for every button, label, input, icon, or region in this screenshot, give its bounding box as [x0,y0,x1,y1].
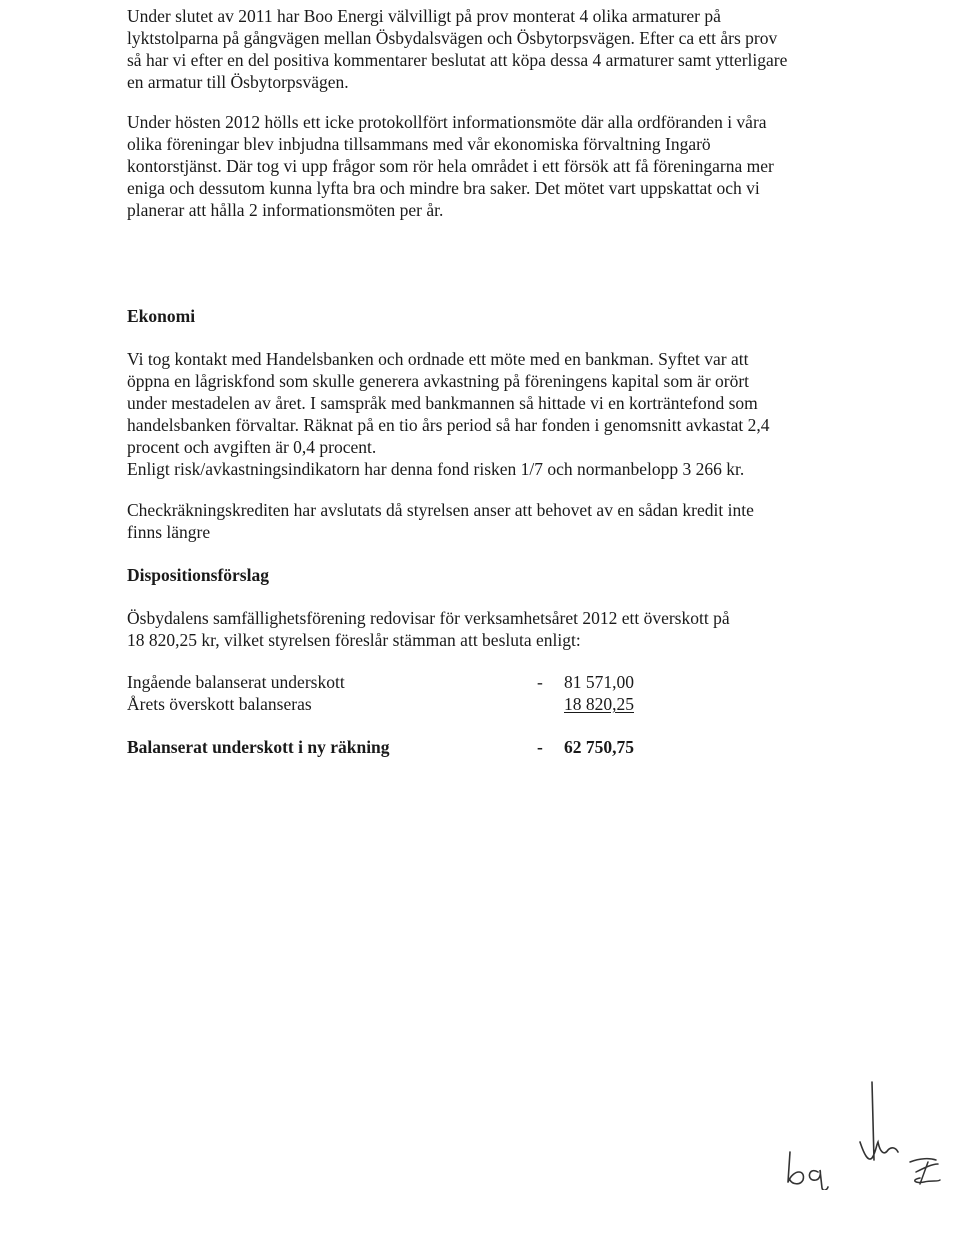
balance-amount: 18 820,25 [564,694,634,714]
text-line: procent och avgiften är 0,4 procent. [127,437,377,457]
text-line: kontorstjänst. Där tog vi upp frågor som rör hela området i ett försök att få föreningarna mer [127,156,774,176]
text-line: Enligt risk/avkastningsindikatorn har denna fond risken 1/7 och normanbelopp 3 266 kr. [127,459,745,479]
balance-total-label: Balanserat underskott i ny räkning [127,737,390,757]
text-line: under mestadelen av året. I samspråk med bankmannen så hittade vi en korträntefond som [127,393,758,413]
paragraph-lighting [127,5,867,93]
balance-total-amount: 62 750,75 [564,737,634,757]
text-line: Checkräkningskrediten har avslutats då styrelsen anser att behovet av en sådan kredit inte [127,500,754,520]
balance-row [127,693,687,715]
handwritten-signatures [760,1080,950,1190]
text-line: Ösbydalens samfällighetsförening redovisar för verksamhetsåret 2012 ett överskott på [127,608,730,628]
text-line: Under slutet av 2011 har Boo Energi välvilligt på prov monterat 4 olika armaturer på [127,6,721,26]
text-line: 18 820,25 kr, vilket styrelsen föreslår stämman att besluta enligt: [127,630,581,650]
paragraph-information-meeting [127,111,867,221]
balance-table [127,671,687,758]
heading-dispositionsforslag: Dispositionsförslag [127,565,269,585]
balance-row [127,671,687,693]
paragraph-checkkredit [127,499,867,543]
text-line: en armatur till Ösbytorpsvägen. [127,72,349,92]
text-line: så har vi efter en del positiva kommentarer beslutat att köpa dessa 4 armaturer samt ytterligare [127,50,788,70]
text-line: Under hösten 2012 hölls ett icke protokollfört informationsmöte där alla ordföranden i våra [127,112,767,132]
text-line: Vi tog kontakt med Handelsbanken och ordnade ett möte med en bankman. Syftet var att [127,349,749,369]
signature-image [760,1080,950,1190]
balance-amount: 81 571,00 [564,672,634,692]
text-line: eniga och dessutom kunna lyfta bra och mindre bra saker. Det mötet vart uppskattat och vi [127,178,760,198]
paragraph-ekonomi [127,348,867,480]
text-line: planerar att hålla 2 informationsmöten per år. [127,200,444,220]
heading-ekonomi: Ekonomi [127,306,196,326]
balance-label: Ingående balanserat underskott [127,672,345,692]
text-line: olika föreningar blev inbjudna tillsammans med vår ekonomiska förvaltning Ingarö [127,134,711,154]
balance-label: Årets överskott balanseras [127,694,312,714]
balance-total-row [127,736,687,758]
text-line: öppna en lågriskfond som skulle generera avkastning på föreningens kapital som är orört [127,371,750,391]
text-line: finns längre [127,522,211,542]
balance-sign: - [537,672,543,692]
paragraph-dispositions [127,607,867,651]
text-line: handelsbanken förvaltar. Räknat på en tio års period så har fonden i genomsnitt avkastat 2,4 [127,415,770,435]
text-line: lyktstolparna på gångvägen mellan Ösbydalsvägen och Ösbytorpsvägen. Efter ca ett års prov [127,28,778,48]
balance-total-sign: - [537,737,543,757]
